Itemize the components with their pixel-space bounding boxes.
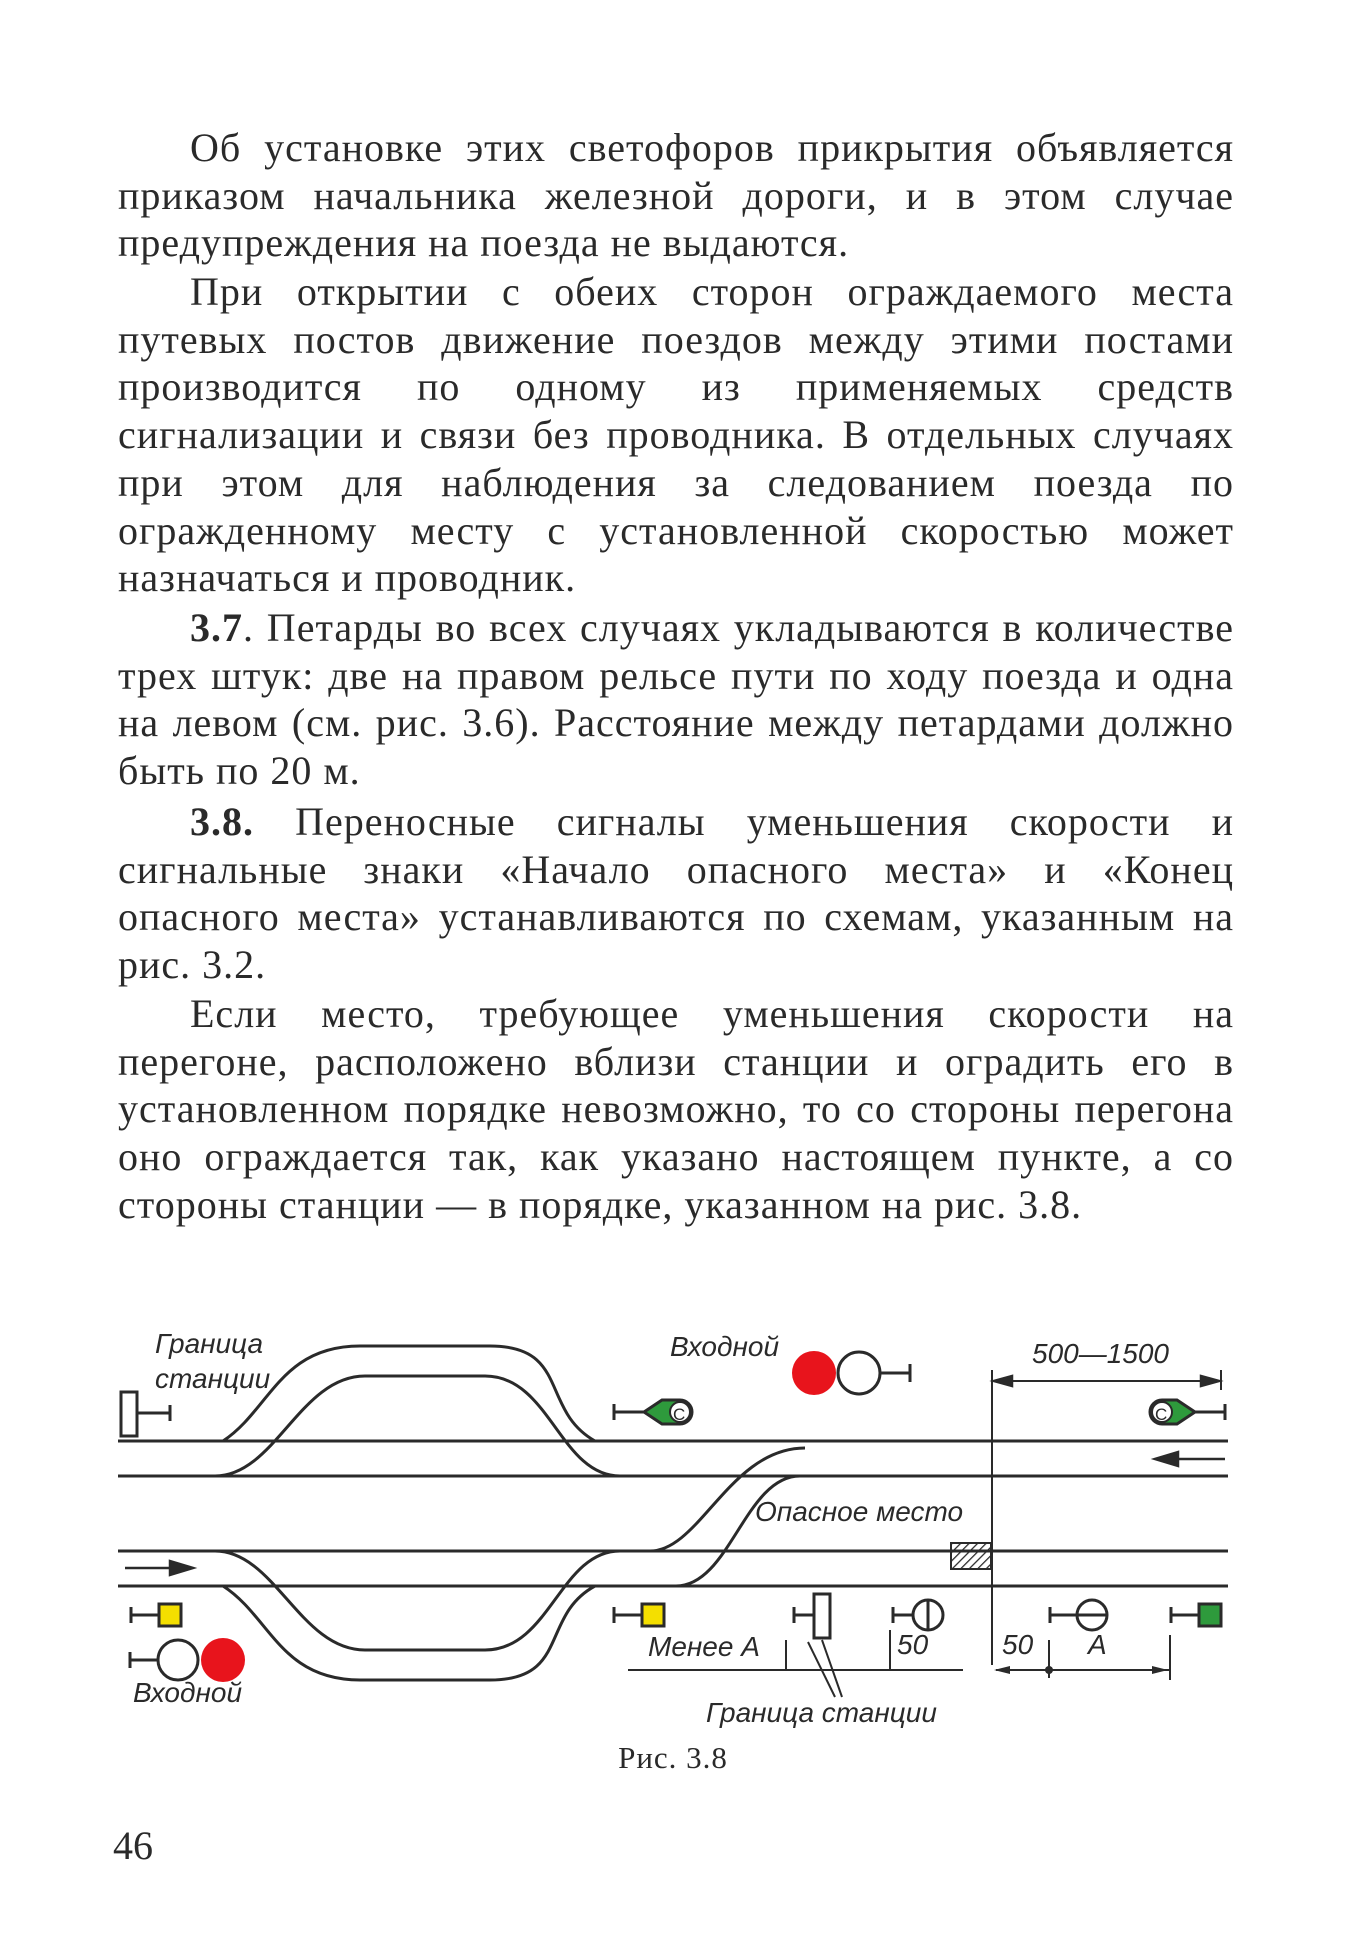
page-number: 46 bbox=[113, 1823, 153, 1868]
station-border-sign-top bbox=[121, 1392, 170, 1436]
station-border-sign-bottom bbox=[794, 1594, 830, 1638]
label-station-border-bottom: Граница станции bbox=[706, 1697, 937, 1728]
upper-siding-inner bbox=[215, 1376, 620, 1476]
upper-siding-outer bbox=[223, 1346, 595, 1441]
distance-arrow-left bbox=[994, 1376, 1012, 1386]
entry-signal-bottom bbox=[130, 1638, 245, 1682]
paragraph-1: Об установке этих светофоров прикрытия объявляется приказом начальника железной дороги, и в этом случае предупреждения на поезда не выдаются. bbox=[118, 125, 1234, 266]
yellow-signal-middle bbox=[614, 1604, 664, 1626]
label-50-right: 50 bbox=[1002, 1629, 1034, 1660]
distance-arrow-right bbox=[1201, 1376, 1219, 1386]
paragraph-5: Если место, требующее уменьшения скорости на перегоне, расположено вблизи станции и оградить его в установленном порядке невозможно, то со стороны перегона оно ограждается так, как указано настоящем пункте, а со стороны станции — в порядке, указанном на рис. 3.8. bbox=[118, 991, 1234, 1227]
yellow-signal-left bbox=[131, 1604, 181, 1626]
label-station-border-top-2: станции bbox=[155, 1363, 271, 1394]
track-diagram-figure bbox=[0, 1300, 1346, 1740]
railway-tracks bbox=[118, 1346, 1228, 1680]
paragraph-3-7-text: . Петарды во всех случаях укладываются в количестве трех штук: две на правом рельсе пути по ходу поезда и одна на левом (см. рис. 3.6). Расстояние между петардами должно быть по 20 м. bbox=[118, 605, 1234, 794]
label-entry-top: Входной bbox=[670, 1331, 780, 1362]
paragraph-3-8 bbox=[118, 798, 1234, 989]
label-50-left: 50 bbox=[897, 1629, 929, 1660]
sign-start-danger-2 bbox=[1050, 1600, 1107, 1630]
arrow-left-head bbox=[1155, 1452, 1178, 1466]
label-danger-place: Опасное место bbox=[755, 1496, 964, 1527]
figure-caption: Рис. 3.8 bbox=[618, 1740, 728, 1775]
label-entry-bottom: Входной bbox=[133, 1677, 243, 1708]
label-a: А bbox=[1088, 1629, 1107, 1660]
section-number-3-7: 3.7 bbox=[190, 605, 243, 650]
section-number-3-8: 3.8. bbox=[190, 799, 254, 844]
entry-signal-top bbox=[792, 1351, 910, 1395]
sign-start-danger-1 bbox=[893, 1600, 943, 1630]
danger-place-hatched-block bbox=[951, 1543, 991, 1569]
paragraph-2: При открытии с обеих сторон ограждаемого места путевых постов движение поездов между этими постами производится по одному из применяемых средств сигнализации и связи без проводника. В отдельных случаях при этом для наблюдения за следованием поезда по огражденному месту с установленной скоростью может назначаться и проводник. bbox=[118, 269, 1234, 601]
label-distance: 500—1500 bbox=[1032, 1338, 1170, 1369]
lower-siding-inner bbox=[215, 1551, 620, 1650]
paragraph-3-8-text: Переносные сигналы уменьшения скорости и сигнальные знаки «Начало опасного места» и «Конец опасного места» устанавливаются по схемам, указанным на рис. 3.2. bbox=[118, 799, 1234, 988]
sign-letter-c-right: С bbox=[1155, 1405, 1168, 1424]
sign-letter-c-left: С bbox=[673, 1405, 686, 1424]
paragraph-3-7 bbox=[118, 604, 1234, 795]
crossover-inner bbox=[676, 1476, 800, 1586]
label-station-border-top-1: Граница bbox=[155, 1328, 264, 1359]
lower-siding-outer bbox=[223, 1586, 595, 1680]
arrow-right-head bbox=[170, 1561, 193, 1575]
green-signal-right bbox=[1171, 1604, 1221, 1626]
label-less-a: Менее А bbox=[648, 1631, 760, 1662]
